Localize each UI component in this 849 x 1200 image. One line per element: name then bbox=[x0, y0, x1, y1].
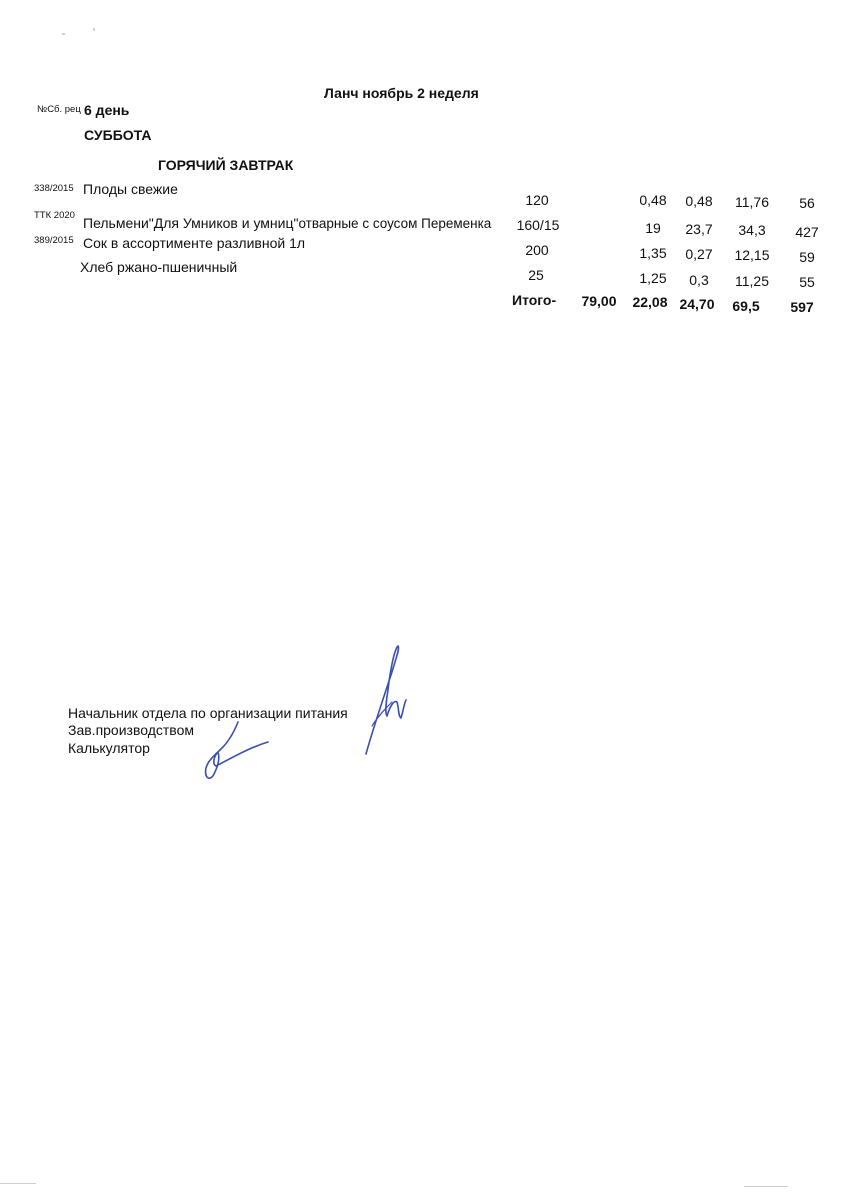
weekday-label: СУББОТА bbox=[84, 127, 152, 143]
scan-edge-mark bbox=[744, 1186, 788, 1187]
fat-cell: 0,48 bbox=[685, 193, 713, 209]
day-label: 6 день bbox=[84, 102, 130, 118]
kcal-cell: 59 bbox=[799, 249, 815, 265]
protein-cell: 19 bbox=[645, 220, 661, 236]
kcal-cell: 56 bbox=[799, 195, 815, 211]
dish-name bbox=[83, 216, 491, 232]
signature-line-calculator: Калькулятор bbox=[68, 740, 150, 756]
recipe-code: 389/2015 bbox=[34, 235, 74, 246]
signature-line-head-catering: Начальник отдела по организации питания bbox=[68, 705, 348, 721]
dish-name: Сок в ассортименте разливной 1л bbox=[83, 235, 306, 251]
signature-line-production-manager: Зав.производством bbox=[68, 722, 194, 738]
scan-mark bbox=[62, 33, 65, 35]
dish-name: Плоды свежие bbox=[83, 181, 178, 197]
dish-name-tail: отварные с соусом Переменка bbox=[298, 216, 492, 231]
carbs-cell: 11,76 bbox=[735, 194, 769, 210]
weight-cell: 120 bbox=[525, 192, 549, 208]
total-carbs: 69,5 bbox=[732, 298, 760, 314]
weight-cell: 160/15 bbox=[516, 217, 560, 233]
document-title: Ланч ноябрь 2 неделя bbox=[324, 85, 479, 101]
dish-name: Хлеб ржано-пшеничный bbox=[80, 259, 238, 275]
recipe-number-label: №Сб. рец bbox=[37, 104, 81, 115]
dish-name-main: Пельмени"Для Умников и умниц" bbox=[83, 215, 299, 231]
fat-cell: 0,3 bbox=[689, 272, 709, 288]
scan-edge-mark bbox=[0, 1183, 36, 1184]
protein-cell: 1,35 bbox=[639, 245, 667, 261]
carbs-cell: 34,3 bbox=[738, 222, 766, 238]
total-kcal: 597 bbox=[790, 299, 814, 315]
carbs-cell: 12,15 bbox=[734, 247, 770, 263]
fat-cell: 23,7 bbox=[685, 221, 713, 237]
scan-mark bbox=[93, 28, 95, 31]
meal-heading: ГОРЯЧИЙ ЗАВТРАК bbox=[158, 157, 294, 173]
protein-cell: 1,25 bbox=[639, 270, 667, 286]
total-fat: 24,70 bbox=[679, 296, 715, 312]
kcal-cell: 55 bbox=[799, 274, 815, 290]
weight-cell: 200 bbox=[525, 242, 549, 258]
weight-cell: 25 bbox=[528, 267, 544, 283]
total-price: 79,00 bbox=[581, 293, 617, 309]
handwritten-signature bbox=[198, 718, 278, 788]
protein-cell: 0,48 bbox=[639, 192, 667, 208]
total-label: Итого- bbox=[512, 292, 557, 308]
recipe-code: 338/2015 bbox=[34, 183, 74, 194]
carbs-cell: 11,25 bbox=[735, 273, 769, 289]
kcal-cell: 427 bbox=[795, 224, 819, 240]
recipe-code: ТТК 2020 bbox=[34, 210, 75, 221]
handwritten-signature bbox=[358, 642, 418, 762]
fat-cell: 0,27 bbox=[685, 246, 713, 262]
total-protein: 22,08 bbox=[632, 294, 668, 310]
